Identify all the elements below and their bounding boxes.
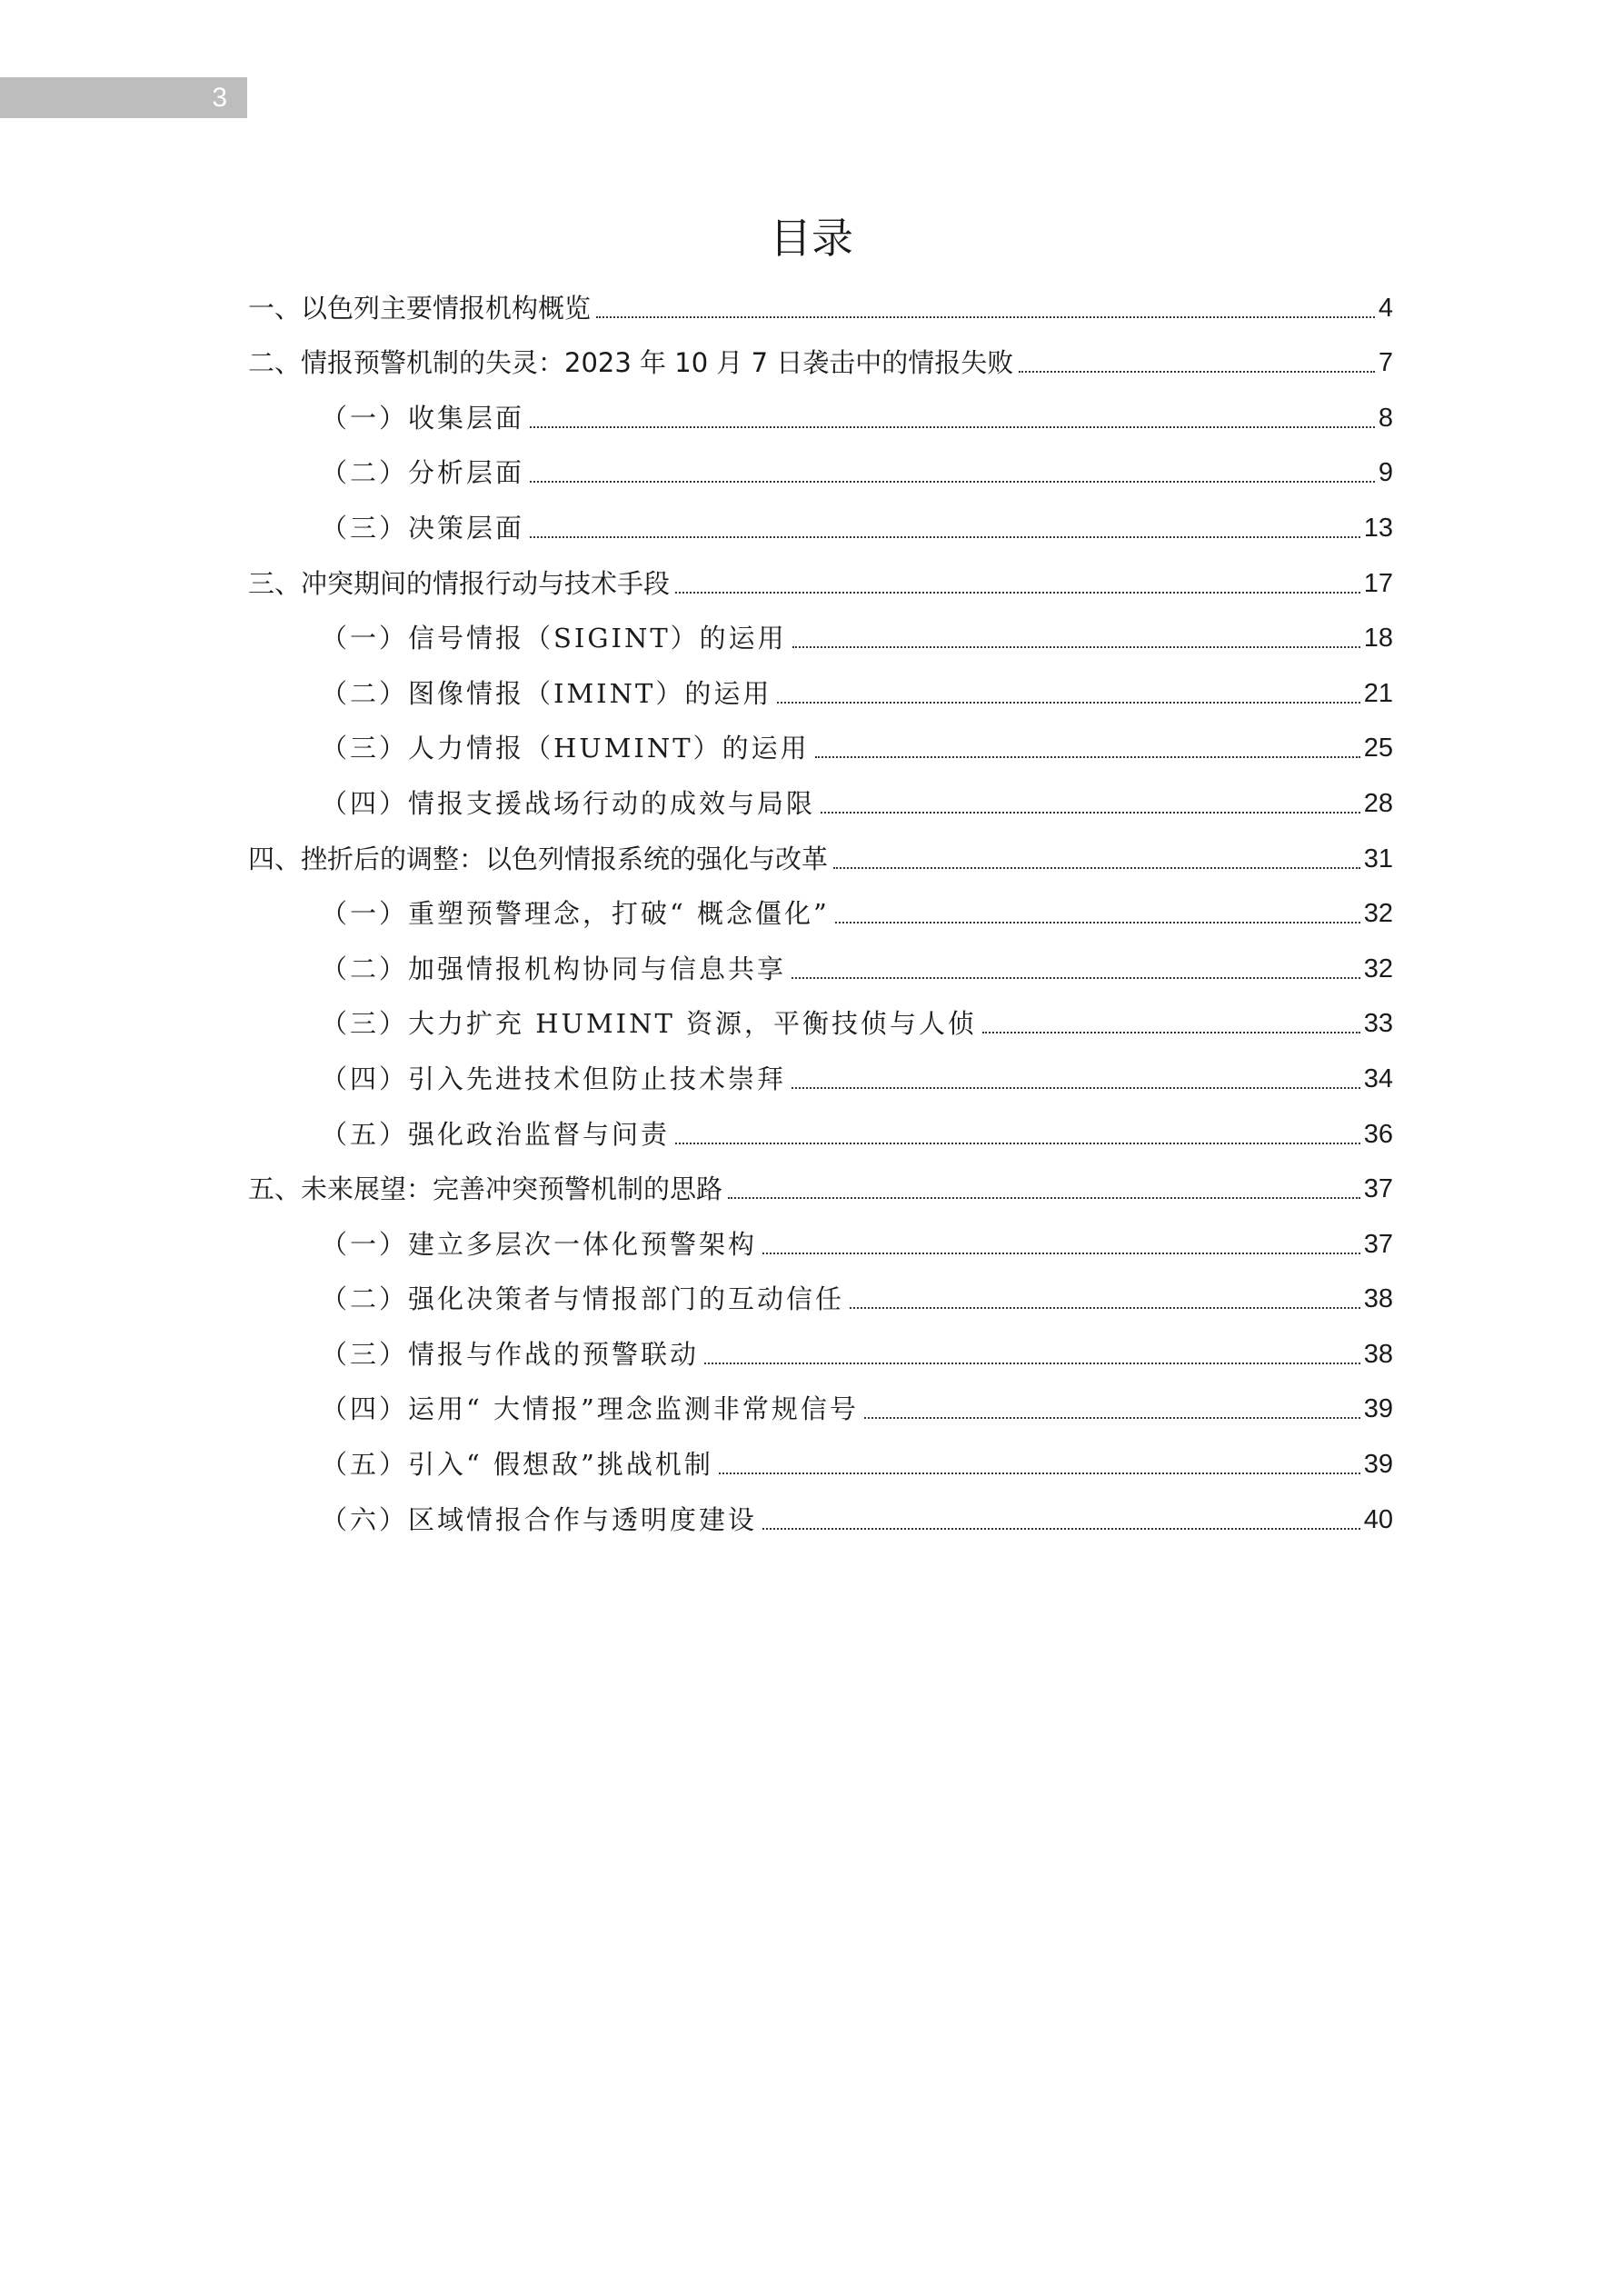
page-number-tab [0, 77, 247, 118]
toc-entry-title: 二、情报预警机制的失灵：2023 年 10 月 7 日袭击中的情报失败 [248, 347, 1014, 379]
toc-section-entry[interactable] [248, 939, 1393, 994]
toc-entry-page-number: 32 [1363, 899, 1393, 929]
dot-leader [864, 1417, 1360, 1419]
toc-entry-title: 五、未来展望：完善冲突预警机制的思路 [248, 1173, 723, 1205]
toc-section-entry[interactable] [248, 1324, 1393, 1380]
dot-leader [982, 1032, 1360, 1033]
dot-leader [762, 1253, 1360, 1254]
toc-entry-page-number: 33 [1363, 1009, 1393, 1039]
dot-leader [792, 1087, 1360, 1089]
toc-entry-title: （三）情报与作战的预警联动 [321, 1338, 700, 1370]
toc-section-entry[interactable] [248, 1214, 1393, 1270]
dot-leader [675, 592, 1360, 594]
dot-leader [821, 812, 1360, 814]
toc-entry-title: （一）信号情报（SIGINT）的运用 [321, 623, 787, 654]
toc-chapter-entry[interactable] [248, 554, 1393, 609]
toc-chapter-entry[interactable] [248, 1160, 1393, 1215]
toc-entry-title: （一）重塑预警理念，打破“ 概念僵化” [321, 898, 830, 930]
table-of-contents [248, 278, 1393, 1545]
toc-entry-page-number: 17 [1363, 568, 1393, 598]
dot-leader [675, 1143, 1360, 1144]
toc-entry-page-number: 38 [1363, 1284, 1393, 1314]
toc-entry-title: （二）强化决策者与情报部门的互动信任 [321, 1283, 845, 1315]
dot-leader [530, 426, 1375, 428]
toc-entry-page-number: 37 [1363, 1174, 1393, 1204]
toc-entry-title: （二）图像情报（IMINT）的运用 [321, 677, 772, 709]
toc-entry-page-number: 31 [1363, 844, 1393, 873]
toc-section-entry[interactable] [248, 1270, 1393, 1325]
toc-entry-page-number: 21 [1363, 678, 1393, 708]
toc-section-entry[interactable] [248, 1049, 1393, 1104]
toc-section-entry[interactable] [248, 994, 1393, 1050]
toc-entry-page-number: 25 [1363, 734, 1393, 764]
toc-section-entry[interactable] [248, 1104, 1393, 1160]
toc-chapter-entry[interactable] [248, 829, 1393, 884]
dot-leader [596, 316, 1375, 318]
dot-leader [833, 867, 1360, 869]
toc-entry-title: （五）强化政治监督与问责 [321, 1118, 671, 1150]
toc-chapter-entry[interactable] [248, 278, 1393, 334]
toc-entry-title: （二）加强情报机构协同与信息共享 [321, 953, 787, 984]
dot-leader [792, 646, 1360, 648]
toc-entry-title: 四、挫折后的调整：以色列情报系统的强化与改革 [248, 843, 829, 874]
page-number: 3 [212, 83, 227, 113]
toc-entry-title: （二）分析层面 [321, 457, 525, 489]
toc-section-entry[interactable] [248, 1490, 1393, 1545]
toc-section-entry[interactable] [248, 774, 1393, 829]
dot-leader [1019, 371, 1375, 373]
dot-leader [815, 756, 1360, 758]
toc-title: 目录 [770, 214, 853, 263]
toc-entry-title: （三）人力情报（HUMINT）的运用 [321, 733, 810, 764]
dot-leader [762, 1528, 1360, 1530]
toc-section-entry[interactable] [248, 1380, 1393, 1435]
toc-entry-title: （三）大力扩充 HUMINT 资源，平衡技侦与人侦 [321, 1008, 978, 1040]
toc-section-entry[interactable] [248, 498, 1393, 554]
toc-entry-page-number: 13 [1363, 513, 1393, 543]
toc-entry-page-number: 32 [1363, 953, 1393, 983]
toc-entry-title: 一、以色列主要情报机构概览 [248, 292, 592, 324]
toc-chapter-entry[interactable] [248, 334, 1393, 389]
dot-leader [719, 1472, 1360, 1474]
dot-leader [850, 1307, 1360, 1309]
toc-entry-page-number: 9 [1378, 458, 1393, 488]
toc-entry-page-number: 4 [1378, 293, 1393, 323]
toc-entry-page-number: 40 [1363, 1504, 1393, 1534]
toc-section-entry[interactable] [248, 1434, 1393, 1490]
toc-entry-title: （四）运用“ 大情报”理念监测非常规信号 [321, 1393, 859, 1425]
toc-entry-page-number: 37 [1363, 1229, 1393, 1259]
toc-section-entry[interactable] [248, 388, 1393, 444]
toc-entry-page-number: 18 [1363, 624, 1393, 654]
toc-entry-page-number: 39 [1363, 1394, 1393, 1424]
toc-entry-title: （六）区域情报合作与透明度建设 [321, 1503, 758, 1535]
toc-entry-title: （四）情报支援战场行动的成效与局限 [321, 787, 816, 819]
toc-section-entry[interactable] [248, 884, 1393, 940]
dot-leader [728, 1197, 1360, 1199]
toc-entry-page-number: 38 [1363, 1339, 1393, 1369]
toc-entry-title: （五）引入“ 假想敌”挑战机制 [321, 1449, 713, 1481]
dot-leader [530, 481, 1375, 483]
dot-leader [704, 1363, 1360, 1364]
toc-section-entry[interactable] [248, 719, 1393, 774]
toc-entry-title: （一）收集层面 [321, 402, 525, 434]
dot-leader [530, 536, 1360, 538]
toc-entry-title: （三）决策层面 [321, 512, 525, 544]
toc-section-entry[interactable] [248, 664, 1393, 719]
dot-leader [792, 977, 1360, 979]
toc-entry-page-number: 7 [1378, 348, 1393, 378]
toc-entry-title: （一）建立多层次一体化预警架构 [321, 1228, 758, 1260]
toc-entry-page-number: 8 [1378, 403, 1393, 433]
dot-leader [835, 922, 1360, 923]
toc-entry-page-number: 39 [1363, 1450, 1393, 1480]
dot-leader [777, 702, 1359, 704]
toc-entry-page-number: 28 [1363, 788, 1393, 818]
toc-entry-title: （四）引入先进技术但防止技术崇拜 [321, 1063, 787, 1094]
toc-section-entry[interactable] [248, 609, 1393, 664]
toc-entry-page-number: 36 [1363, 1119, 1393, 1149]
toc-section-entry[interactable] [248, 444, 1393, 499]
toc-entry-title: 三、冲突期间的情报行动与技术手段 [248, 567, 671, 599]
toc-entry-page-number: 34 [1363, 1063, 1393, 1093]
